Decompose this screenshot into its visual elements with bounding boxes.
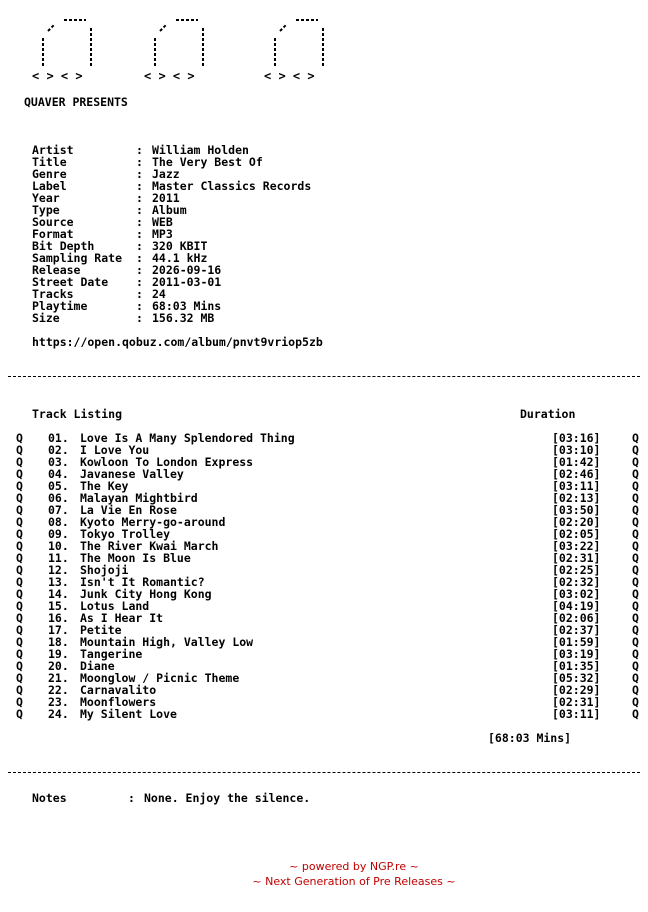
track-number: 06. bbox=[48, 491, 69, 505]
track-duration: [03:16] bbox=[552, 431, 601, 445]
meta-value: Album bbox=[152, 203, 187, 217]
track-marker: Q bbox=[632, 551, 639, 565]
track-number: 05. bbox=[48, 479, 69, 493]
track-duration: [01:42] bbox=[552, 455, 601, 469]
track-duration: [03:02] bbox=[552, 587, 601, 601]
track-marker: Q bbox=[16, 587, 23, 601]
meta-value: 156.32 MB bbox=[152, 311, 215, 325]
track-marker: Q bbox=[632, 515, 639, 529]
track-marker: Q bbox=[632, 539, 639, 553]
track-title: I Love You bbox=[80, 443, 150, 457]
track-number: 21. bbox=[48, 671, 69, 685]
track-marker: Q bbox=[16, 611, 23, 625]
track-marker: Q bbox=[16, 551, 23, 565]
track-title: Tokyo Trolley bbox=[80, 527, 171, 541]
track-marker: Q bbox=[632, 491, 639, 505]
meta-key: Type bbox=[32, 203, 60, 217]
meta-key: Source bbox=[32, 215, 74, 229]
meta-separator: : bbox=[136, 263, 143, 277]
meta-value: The Very Best Of bbox=[152, 155, 263, 169]
track-marker: Q bbox=[632, 623, 639, 637]
album-url-link[interactable]: https://open.qobuz.com/album/pnvt9vriop5zb bbox=[32, 335, 323, 349]
track-marker: Q bbox=[16, 599, 23, 613]
track-list bbox=[16, 432, 642, 720]
track-title: Love Is A Many Splendored Thing bbox=[80, 431, 295, 445]
track-number: 23. bbox=[48, 695, 69, 709]
track-marker: Q bbox=[632, 611, 639, 625]
track-number: 18. bbox=[48, 635, 69, 649]
track-number: 22. bbox=[48, 683, 69, 697]
track-title: Diane bbox=[80, 659, 115, 673]
track-number: 19. bbox=[48, 647, 69, 661]
track-marker: Q bbox=[632, 455, 639, 469]
track-title: The Key bbox=[80, 479, 129, 493]
track-duration: [01:59] bbox=[552, 635, 601, 649]
track-marker: Q bbox=[16, 467, 23, 481]
track-number: 10. bbox=[48, 539, 69, 553]
meta-separator: : bbox=[136, 251, 143, 265]
track-title: Kyoto Merry-go-around bbox=[80, 515, 226, 529]
track-title: My Silent Love bbox=[80, 707, 177, 721]
track-title: Mountain High, Valley Low bbox=[80, 635, 254, 649]
presents-heading: QUAVER PRESENTS bbox=[24, 95, 128, 109]
track-marker: Q bbox=[16, 659, 23, 673]
meta-key: Format bbox=[32, 227, 74, 241]
track-number: 04. bbox=[48, 467, 69, 481]
meta-separator: : bbox=[136, 275, 143, 289]
track-marker: Q bbox=[632, 587, 639, 601]
track-duration: [02:46] bbox=[552, 467, 601, 481]
meta-separator: : bbox=[136, 203, 143, 217]
track-title: Isn't It Romantic? bbox=[80, 575, 205, 589]
meta-row bbox=[32, 312, 311, 324]
svg-text:< > < >: < > < > bbox=[144, 69, 195, 82]
meta-value: 320 KBIT bbox=[152, 239, 208, 253]
track-marker: Q bbox=[632, 563, 639, 577]
meta-separator: : bbox=[136, 155, 143, 169]
track-marker: Q bbox=[16, 455, 23, 469]
track-marker: Q bbox=[632, 527, 639, 541]
track-title: Moonflowers bbox=[80, 695, 157, 709]
notes-value: None. Enjoy the silence. bbox=[144, 791, 311, 805]
track-duration: [05:32] bbox=[552, 671, 601, 685]
track-number: 16. bbox=[48, 611, 69, 625]
meta-key: Playtime bbox=[32, 299, 88, 313]
track-duration: [03:11] bbox=[552, 479, 601, 493]
meta-separator: : bbox=[136, 227, 143, 241]
meta-key: Size bbox=[32, 311, 60, 325]
meta-separator: : bbox=[136, 311, 143, 325]
track-marker: Q bbox=[632, 683, 639, 697]
meta-row bbox=[32, 276, 311, 288]
track-number: 12. bbox=[48, 563, 69, 577]
notes-separator: : bbox=[128, 791, 135, 805]
track-title: Tangerine bbox=[80, 647, 143, 661]
meta-value: Jazz bbox=[152, 167, 180, 181]
meta-value: Master Classics Records bbox=[152, 179, 312, 193]
track-marker: Q bbox=[16, 563, 23, 577]
track-title: Junk City Hong Kong bbox=[80, 587, 212, 601]
track-marker: Q bbox=[16, 683, 23, 697]
track-marker: Q bbox=[16, 431, 23, 445]
track-marker: Q bbox=[632, 431, 639, 445]
footer-powered-by: ~ powered by NGP.re ~ bbox=[289, 860, 419, 873]
track-marker: Q bbox=[632, 707, 639, 721]
notes-row bbox=[32, 791, 311, 805]
track-title: Lotus Land bbox=[80, 599, 150, 613]
track-number: 20. bbox=[48, 659, 69, 673]
track-title: Kowloon To London Express bbox=[80, 455, 254, 469]
track-number: 13. bbox=[48, 575, 69, 589]
track-marker: Q bbox=[632, 479, 639, 493]
meta-separator: : bbox=[136, 167, 143, 181]
track-marker: Q bbox=[16, 527, 23, 541]
track-title: Shojoji bbox=[80, 563, 129, 577]
meta-key: Release bbox=[32, 263, 81, 277]
track-marker: Q bbox=[16, 575, 23, 589]
music-notes-logo-icon bbox=[30, 18, 340, 82]
track-duration: [02:37] bbox=[552, 623, 601, 637]
track-number: 01. bbox=[48, 431, 69, 445]
meta-separator: : bbox=[136, 143, 143, 157]
divider bbox=[8, 376, 640, 377]
track-number: 07. bbox=[48, 503, 69, 517]
track-title: The River Kwai March bbox=[80, 539, 219, 553]
track-duration: [02:13] bbox=[552, 491, 601, 505]
track-title: As I Hear It bbox=[80, 611, 164, 625]
meta-key: Street Date bbox=[32, 275, 109, 289]
track-title: Petite bbox=[80, 623, 122, 637]
track-duration: [02:06] bbox=[552, 611, 601, 625]
track-marker: Q bbox=[16, 671, 23, 685]
meta-value: 2011 bbox=[152, 191, 180, 205]
divider bbox=[8, 772, 640, 773]
svg-text:< > < >: < > < > bbox=[264, 69, 315, 82]
track-number: 17. bbox=[48, 623, 69, 637]
track-duration: [04:19] bbox=[552, 599, 601, 613]
track-marker: Q bbox=[632, 647, 639, 661]
meta-value: 68:03 Mins bbox=[152, 299, 222, 313]
track-duration: [03:10] bbox=[552, 443, 601, 457]
meta-value: 24 bbox=[152, 287, 166, 301]
track-marker: Q bbox=[632, 671, 639, 685]
track-duration: [02:31] bbox=[552, 695, 601, 709]
track-marker: Q bbox=[632, 575, 639, 589]
track-duration: [02:29] bbox=[552, 683, 601, 697]
track-number: 08. bbox=[48, 515, 69, 529]
track-marker: Q bbox=[16, 539, 23, 553]
meta-key: Label bbox=[32, 179, 67, 193]
track-marker: Q bbox=[16, 515, 23, 529]
duration-heading: Duration bbox=[520, 407, 576, 421]
track-marker: Q bbox=[16, 479, 23, 493]
track-marker: Q bbox=[16, 707, 23, 721]
track-duration: [03:11] bbox=[552, 707, 601, 721]
total-playtime: [68:03 Mins] bbox=[488, 731, 572, 745]
meta-value: 2011-03-01 bbox=[152, 275, 222, 289]
track-number: 11. bbox=[48, 551, 69, 565]
track-marker: Q bbox=[632, 467, 639, 481]
track-listing-heading: Track Listing bbox=[32, 407, 123, 421]
meta-separator: : bbox=[136, 179, 143, 193]
track-marker: Q bbox=[16, 695, 23, 709]
meta-value: 44.1 kHz bbox=[152, 251, 208, 265]
track-duration: [03:50] bbox=[552, 503, 601, 517]
meta-separator: : bbox=[136, 299, 143, 313]
notes-label: Notes bbox=[32, 791, 67, 805]
meta-key: Bit Depth bbox=[32, 239, 95, 253]
meta-separator: : bbox=[136, 191, 143, 205]
track-title: Carnavalito bbox=[80, 683, 157, 697]
track-duration: [02:32] bbox=[552, 575, 601, 589]
meta-value: WEB bbox=[152, 215, 173, 229]
track-title: The Moon Is Blue bbox=[80, 551, 191, 565]
track-marker: Q bbox=[632, 503, 639, 517]
track-duration: [03:22] bbox=[552, 539, 601, 553]
track-title: Javanese Valley bbox=[80, 467, 184, 481]
track-marker: Q bbox=[16, 491, 23, 505]
track-title: La Vie En Rose bbox=[80, 503, 177, 517]
track-marker: Q bbox=[16, 503, 23, 517]
track-marker: Q bbox=[632, 599, 639, 613]
meta-key: Genre bbox=[32, 167, 67, 181]
track-marker: Q bbox=[16, 443, 23, 457]
meta-separator: : bbox=[136, 239, 143, 253]
track-duration: [02:20] bbox=[552, 515, 601, 529]
meta-value: William Holden bbox=[152, 143, 249, 157]
track-duration: [02:05] bbox=[552, 527, 601, 541]
meta-key: Year bbox=[32, 191, 60, 205]
release-info bbox=[32, 144, 311, 324]
track-number: 09. bbox=[48, 527, 69, 541]
svg-text:< > < >: < > < > bbox=[32, 69, 83, 82]
track-marker: Q bbox=[16, 623, 23, 637]
track-duration: [02:25] bbox=[552, 563, 601, 577]
track-number: 24. bbox=[48, 707, 69, 721]
track-marker: Q bbox=[632, 443, 639, 457]
track-title: Moonglow / Picnic Theme bbox=[80, 671, 240, 685]
track-marker: Q bbox=[16, 647, 23, 661]
track-title: Malayan Mightbird bbox=[80, 491, 198, 505]
track-number: 03. bbox=[48, 455, 69, 469]
meta-value: MP3 bbox=[152, 227, 173, 241]
track-number: 02. bbox=[48, 443, 69, 457]
meta-separator: : bbox=[136, 215, 143, 229]
track-number: 15. bbox=[48, 599, 69, 613]
track-marker: Q bbox=[632, 695, 639, 709]
meta-key: Title bbox=[32, 155, 67, 169]
track-row bbox=[16, 708, 642, 720]
meta-separator: : bbox=[136, 287, 143, 301]
track-duration: [02:31] bbox=[552, 551, 601, 565]
track-duration: [01:35] bbox=[552, 659, 601, 673]
meta-key: Artist bbox=[32, 143, 74, 157]
meta-key: Tracks bbox=[32, 287, 74, 301]
track-number: 14. bbox=[48, 587, 69, 601]
meta-value: 2026-09-16 bbox=[152, 263, 222, 277]
track-marker: Q bbox=[16, 635, 23, 649]
track-marker: Q bbox=[632, 659, 639, 673]
track-marker: Q bbox=[632, 635, 639, 649]
meta-key: Sampling Rate bbox=[32, 251, 123, 265]
footer-tagline: ~ Next Generation of Pre Releases ~ bbox=[252, 875, 456, 888]
track-duration: [03:19] bbox=[552, 647, 601, 661]
